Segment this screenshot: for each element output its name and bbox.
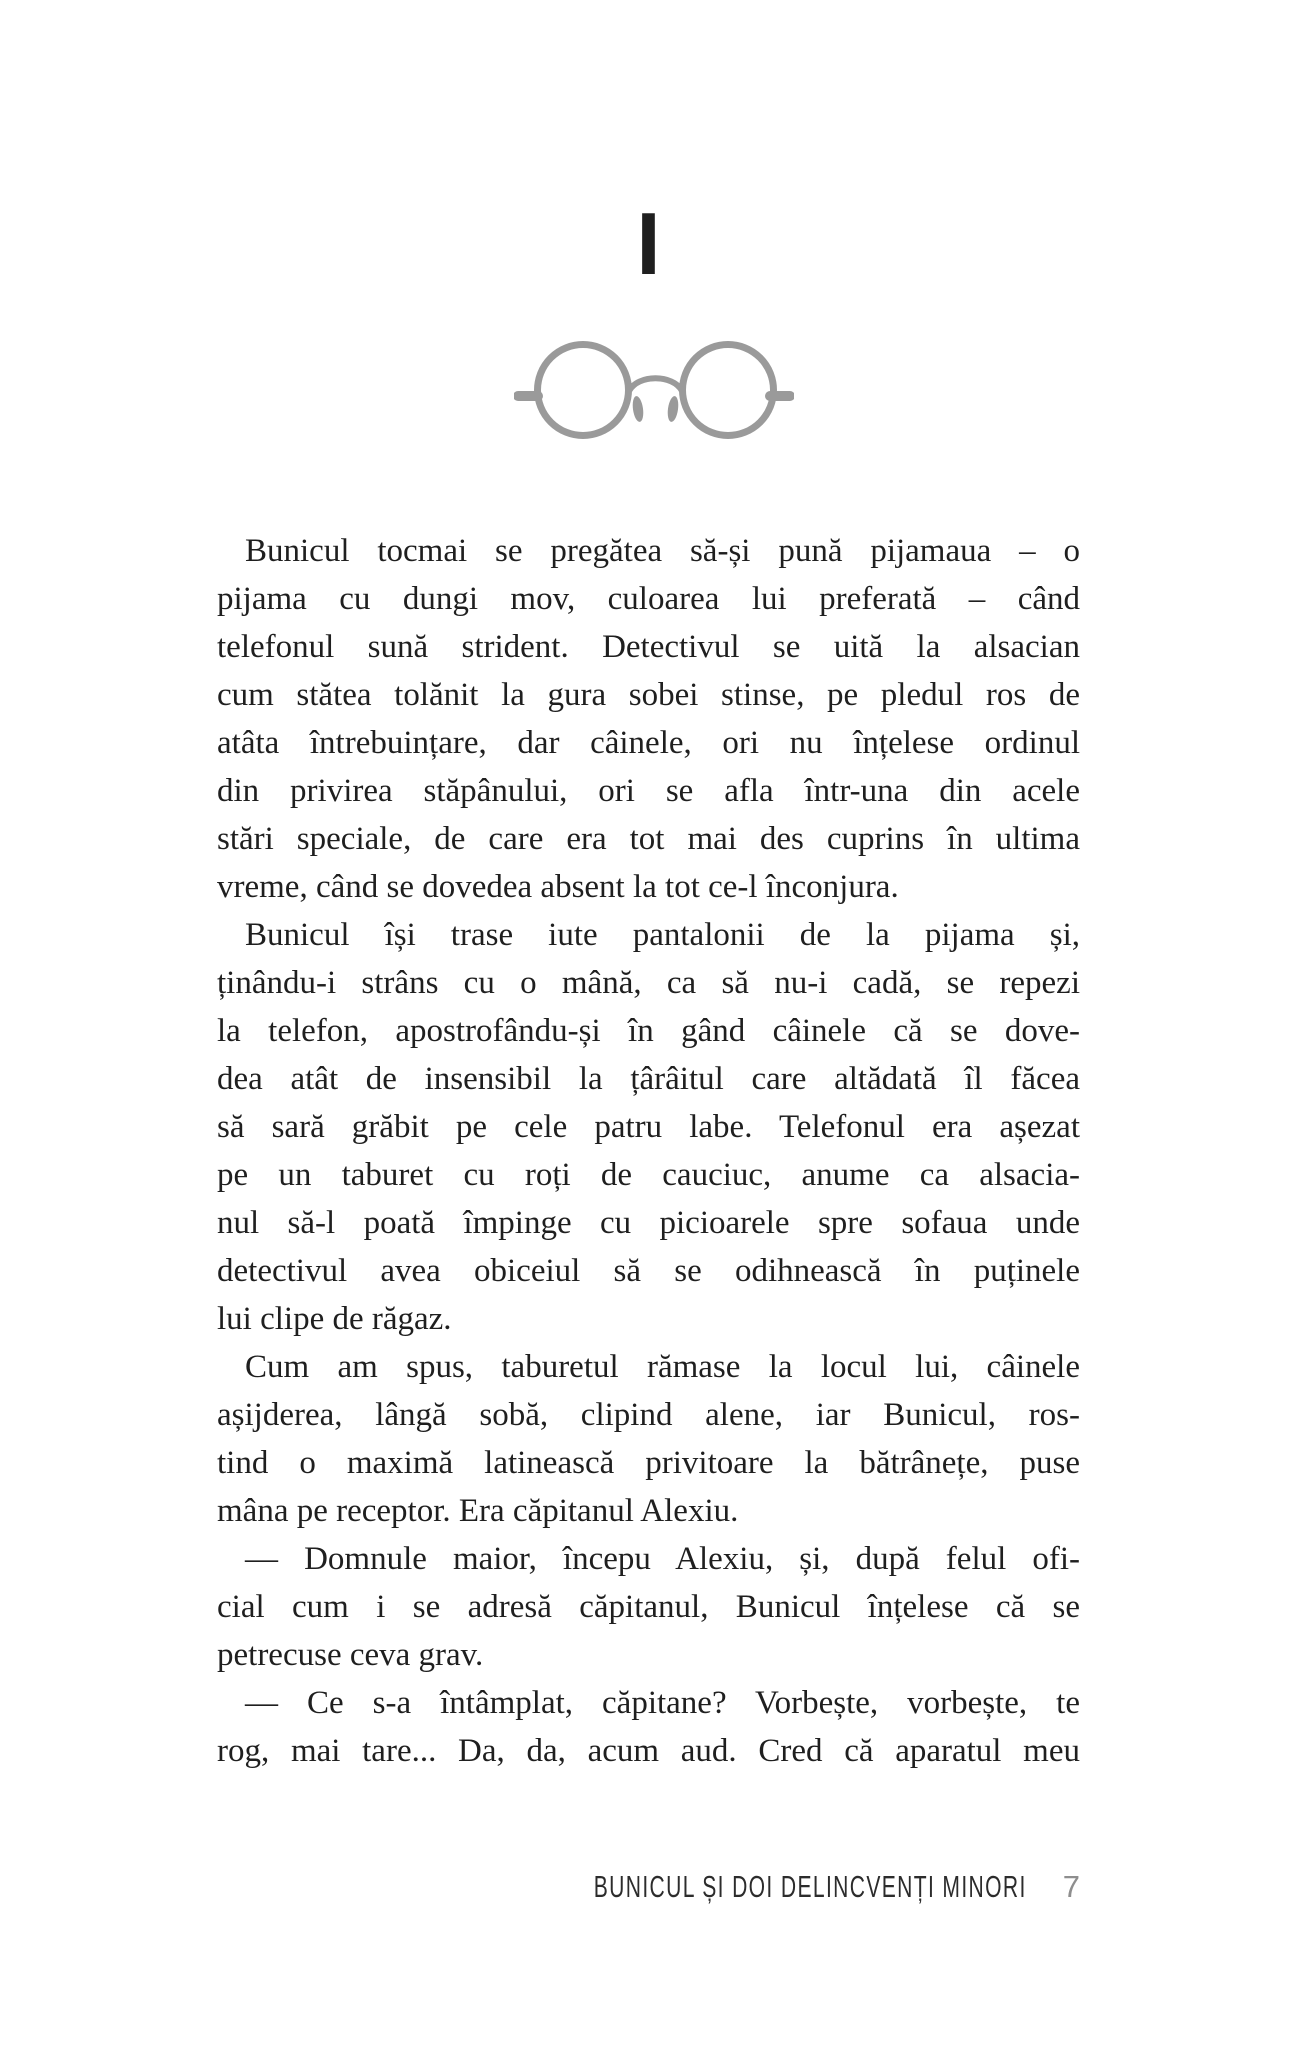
text-line: telefonul sună strident. Detectivul se uită la alsacian: [217, 629, 1080, 665]
text-line: cial cum i se adresă căpitanul, Bunicul înțelese că se: [217, 1589, 1080, 1625]
chapter-number: I: [636, 194, 661, 293]
text-line: cum stătea tolănit la gura sobei stinse, pe pledul ros de: [217, 677, 1080, 713]
running-title: BUNICUL ȘI DOI DELINCVENȚI MINORI: [593, 1869, 1027, 1904]
text-line: Bunicul tocmai se pregătea să-și pună pijamaua – o: [245, 533, 1080, 569]
text-line: pijama cu dungi mov, culoarea lui preferată – când: [217, 581, 1080, 617]
text-line: — Domnule maior, începu Alexiu, și, după felul ofi-: [245, 1541, 1080, 1577]
text-line: Cum am spus, taburetul rămase la locul lui, câinele: [245, 1349, 1080, 1385]
text-line: la telefon, apostrofându-și în gând câinele că se dove-: [217, 1013, 1080, 1049]
text-line: detectivul avea obiceiul să se odihnească în puținele: [217, 1253, 1080, 1289]
text-line: mâna pe receptor. Era căpitanul Alexiu.: [217, 1493, 739, 1529]
text-line: lui clipe de răgaz.: [217, 1301, 452, 1337]
text-line: atâta întrebuințare, dar câinele, ori nu înțelese ordinul: [217, 725, 1080, 761]
text-line: ținându-i strâns cu o mână, ca să nu-i cadă, se repezi: [217, 965, 1080, 1001]
text-line: așijderea, lângă sobă, clipind alene, iar Bunicul, ros-: [217, 1397, 1080, 1433]
text-line: pe un taburet cu roți de cauciuc, anume ca alsacia-: [217, 1157, 1080, 1193]
text-line: rog, mai tare... Da, da, acum aud. Cred că aparatul meu: [217, 1733, 1080, 1769]
text-line: să sară grăbit pe cele patru labe. Telefonul era așezat: [217, 1109, 1080, 1145]
text-line: petrecuse ceva grav.: [217, 1637, 484, 1673]
text-line: dea atât de insensibil la țârâitul care altădată îl făcea: [217, 1061, 1080, 1097]
round-eyeglasses-icon: [514, 333, 794, 441]
text-line: nul să-l poată împinge cu picioarele spre sofaua unde: [217, 1205, 1080, 1241]
page-footer: [217, 1867, 1080, 1907]
text-line: din privirea stăpânului, ori se afla într-una din acele: [217, 773, 1080, 809]
body-text: [217, 527, 1080, 1775]
text-line: — Ce s-a întâmplat, căpitane? Vorbește, vorbește, te: [245, 1685, 1080, 1721]
text-line: Bunicul își trase iute pantalonii de la pijama și,: [245, 917, 1080, 953]
text-line: tind o maximă latinească privitoare la bătrânețe, puse: [217, 1445, 1080, 1481]
page-number: 7: [1062, 1869, 1080, 1904]
text-line: vreme, când se dovedea absent la tot ce-l înconjura.: [217, 869, 899, 905]
text-line: stări speciale, de care era tot mai des cuprins în ultima: [217, 821, 1080, 857]
